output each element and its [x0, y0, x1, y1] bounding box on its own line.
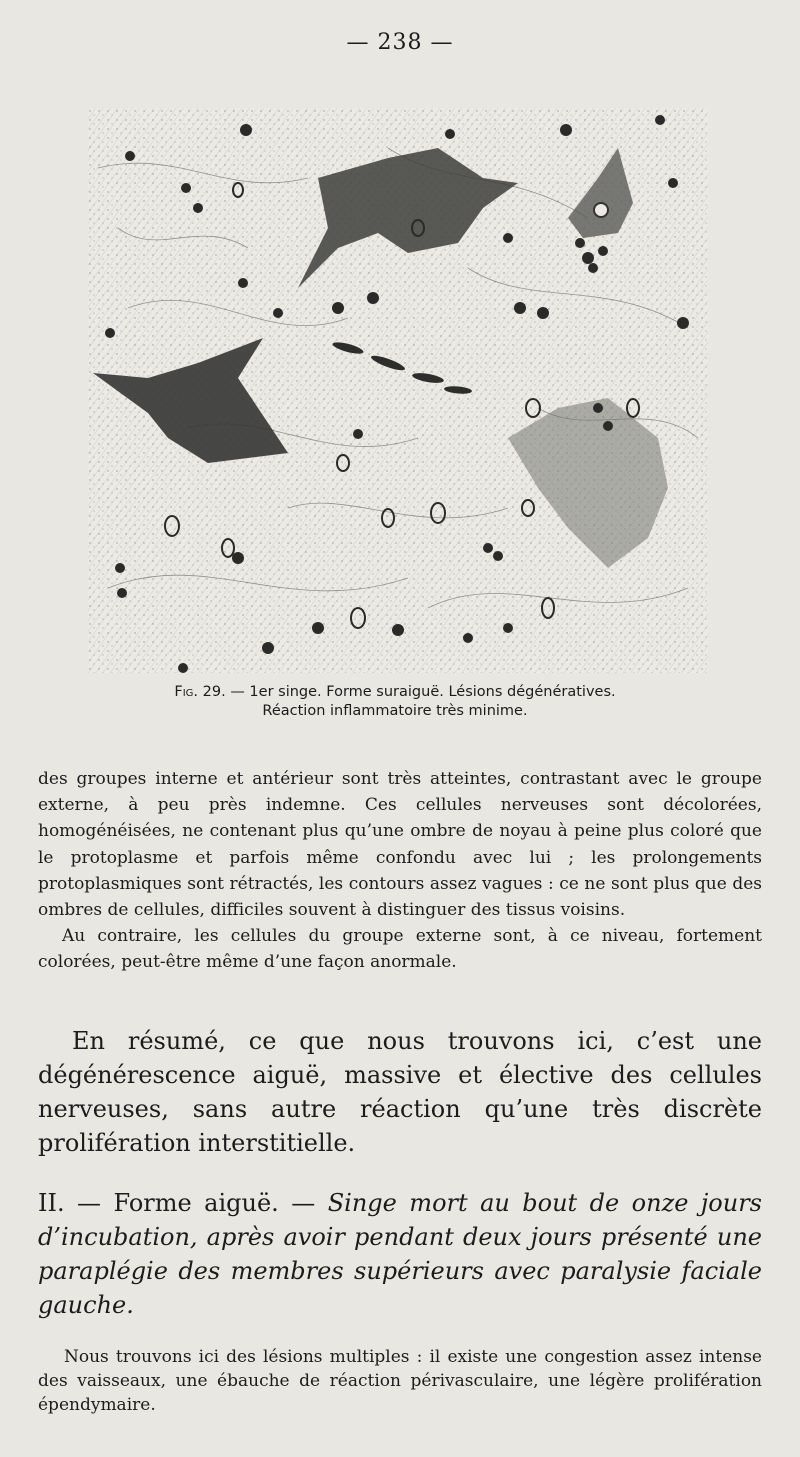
- caption-line-1: [95, 683, 695, 702]
- section-dash: —: [291, 1189, 316, 1217]
- page-number: — 238 —: [346, 30, 454, 55]
- figure-caption: [95, 683, 695, 721]
- paragraph-2: Au contraire, les cellules du groupe externe sont, à ce niveau, fortement colorées, peut-être même d’une façon anormale.: [38, 926, 762, 973]
- figure-label: Fig. 29.: [174, 684, 226, 700]
- text-block-1: [38, 766, 762, 976]
- section-paragraph: [38, 1186, 762, 1322]
- caption-line-2: Réaction inflammatoire très minime.: [262, 703, 528, 719]
- section-description: Singe mort au bout de onze jours d’incubation, après avoir pendant deux jours présenté une paraplégie des membres supérieurs avec paralysie faciale gauche.: [38, 1189, 762, 1319]
- summary-paragraph: En résumé, ce que nous trouvons ici, c’est une dégénérescence aiguë, massive et élective des cellules nerveuses, sans autre réaction qu’une très discrète prolifération interstitielle.: [38, 1027, 762, 1157]
- section-title: Forme aiguë.: [113, 1189, 279, 1217]
- section-number: II. —: [38, 1189, 102, 1217]
- histology-illustration: [88, 108, 708, 673]
- section-block: [38, 1186, 762, 1322]
- paragraph-1: des groupes interne et antérieur sont très atteintes, contrastant avec le groupe externe, à peu près indemne. Ces cellules nerveuses sont décolorées, homogénéisées, ne contenant plus qu’une ombre de noyau à peine plus coloré que le protoplasme et parfois même confondu avec lui ; les prolongements protoplasmiques sont rétractés, les contours assez vagues : ce ne sont plus que des ombres de cellules, difficiles souvent à distinguer des tissus voisins.: [38, 769, 762, 921]
- caption-text-1: — 1er singe. Forme suraiguë. Lésions dégénératives.: [230, 684, 616, 700]
- text-block-3: [38, 1345, 762, 1417]
- histology-figure: [88, 108, 708, 673]
- paragraph-3: Nous trouvons ici des lésions multiples : il existe une congestion assez intense des vaisseaux, une ébauche de réaction périvasculaire, une légère prolifération épendymaire.: [38, 1347, 762, 1415]
- summary-block: [38, 1024, 762, 1160]
